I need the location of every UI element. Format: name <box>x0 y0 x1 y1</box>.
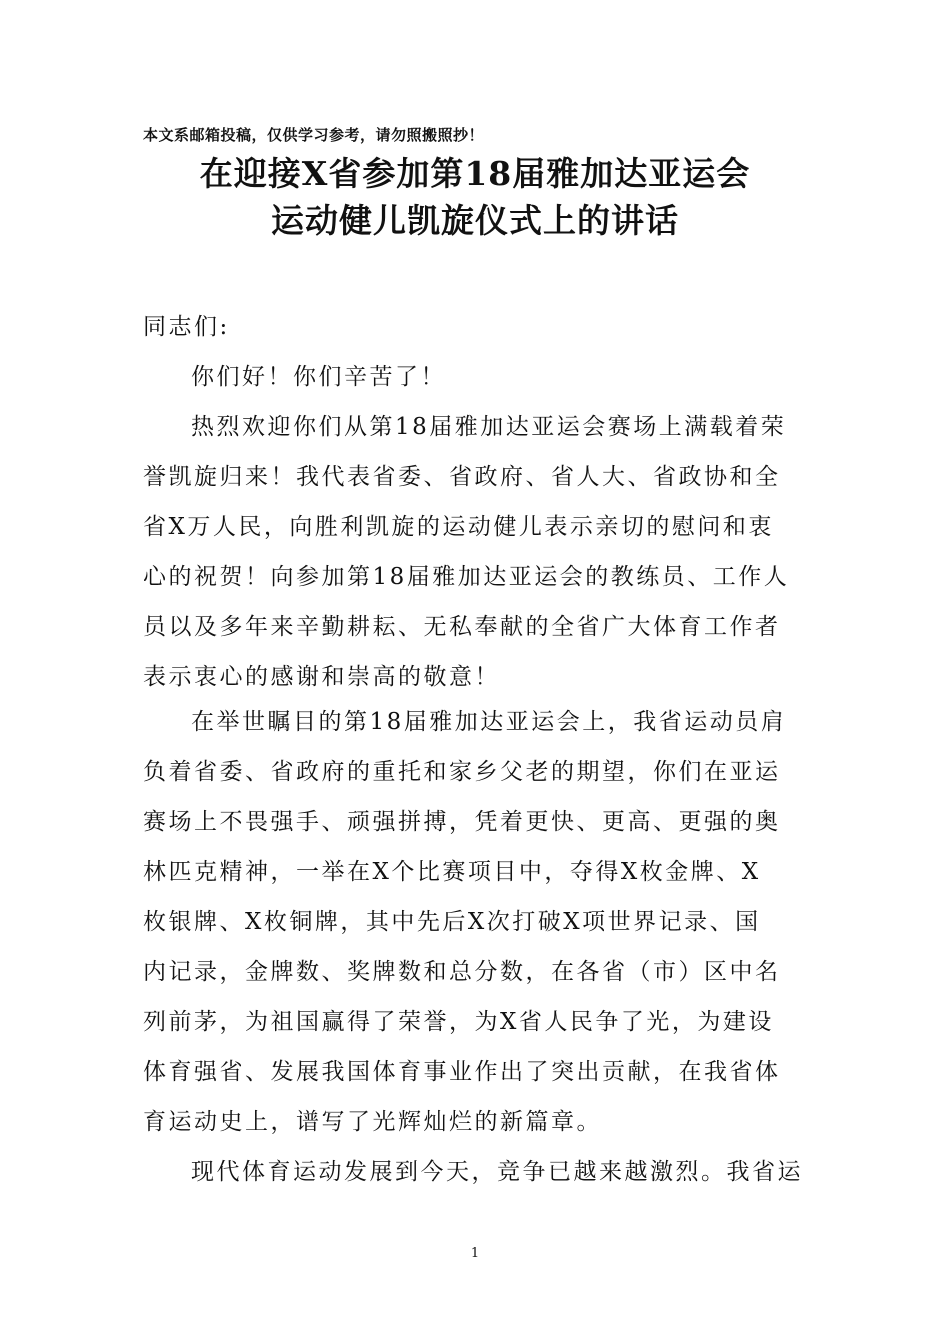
paragraph-line: 育运动史上，谱写了光辉灿烂的新篇章。 <box>143 1109 602 1135</box>
paragraph-line: 林匹克精神，一举在X个比赛项目中，夺得X枚金牌、X <box>143 859 761 885</box>
paragraph-line: 省X万人民，向胜利凯旋的运动健儿表示亲切的慰问和衷 <box>143 514 774 540</box>
paragraph-line: 列前茅，为祖国赢得了荣誉，为X省人民争了光，为建设 <box>143 1009 774 1035</box>
paragraph-line: 枚银牌、X枚铜牌，其中先后X次打破X项世界记录、国 <box>143 909 761 935</box>
paragraph-line: 赛场上不畏强手、顽强拼搏，凭着更快、更高、更强的奥 <box>143 809 781 835</box>
paragraph-3 <box>143 697 813 1147</box>
paragraph-line: 内记录，金牌数、奖牌数和总分数，在各省（市）区中名 <box>143 959 781 985</box>
title-line-2: 运动健儿凯旋仪式上的讲话 <box>271 201 679 240</box>
paragraph-line: 表示衷心的感谢和崇高的敬意！ <box>143 664 500 690</box>
paragraph-line: 心的祝贺！向参加第18届雅加达亚运会的教练员、工作人 <box>143 564 790 590</box>
paragraph-line: 负着省委、省政府的重托和家乡父老的期望，你们在亚运 <box>143 759 781 785</box>
paragraph-line: 员以及多年来辛勤耕耘、无私奉献的全省广大体育工作者 <box>143 614 781 640</box>
paragraph-line: 你们好！你们辛苦了！ <box>191 364 446 390</box>
page-number: 1 <box>470 1246 480 1261</box>
paragraph-line: 热烈欢迎你们从第18届雅加达亚运会赛场上满载着荣 <box>191 414 787 440</box>
title-line-1: 在迎接X省参加第18届雅加达亚运会 <box>199 154 751 193</box>
salutation: 同志们: <box>143 314 230 340</box>
paragraph-line: 现代体育运动发展到今天，竞争已越来越激烈。我省运 <box>191 1159 803 1185</box>
paragraph-4 <box>143 1147 813 1197</box>
paragraph-line: 体育强省、发展我国体育事业作出了突出贡献，在我省体 <box>143 1059 781 1085</box>
paragraph-line: 誉凯旋归来！我代表省委、省政府、省人大、省政协和全 <box>143 464 781 490</box>
paragraph-line: 在举世瞩目的第18届雅加达亚运会上，我省运动员肩 <box>191 709 787 735</box>
paragraph-1 <box>143 352 813 402</box>
paragraph-2 <box>143 402 813 702</box>
disclaimer-note: 本文系邮箱投稿，仅供学习参考，请勿照搬照抄！ <box>143 126 485 144</box>
